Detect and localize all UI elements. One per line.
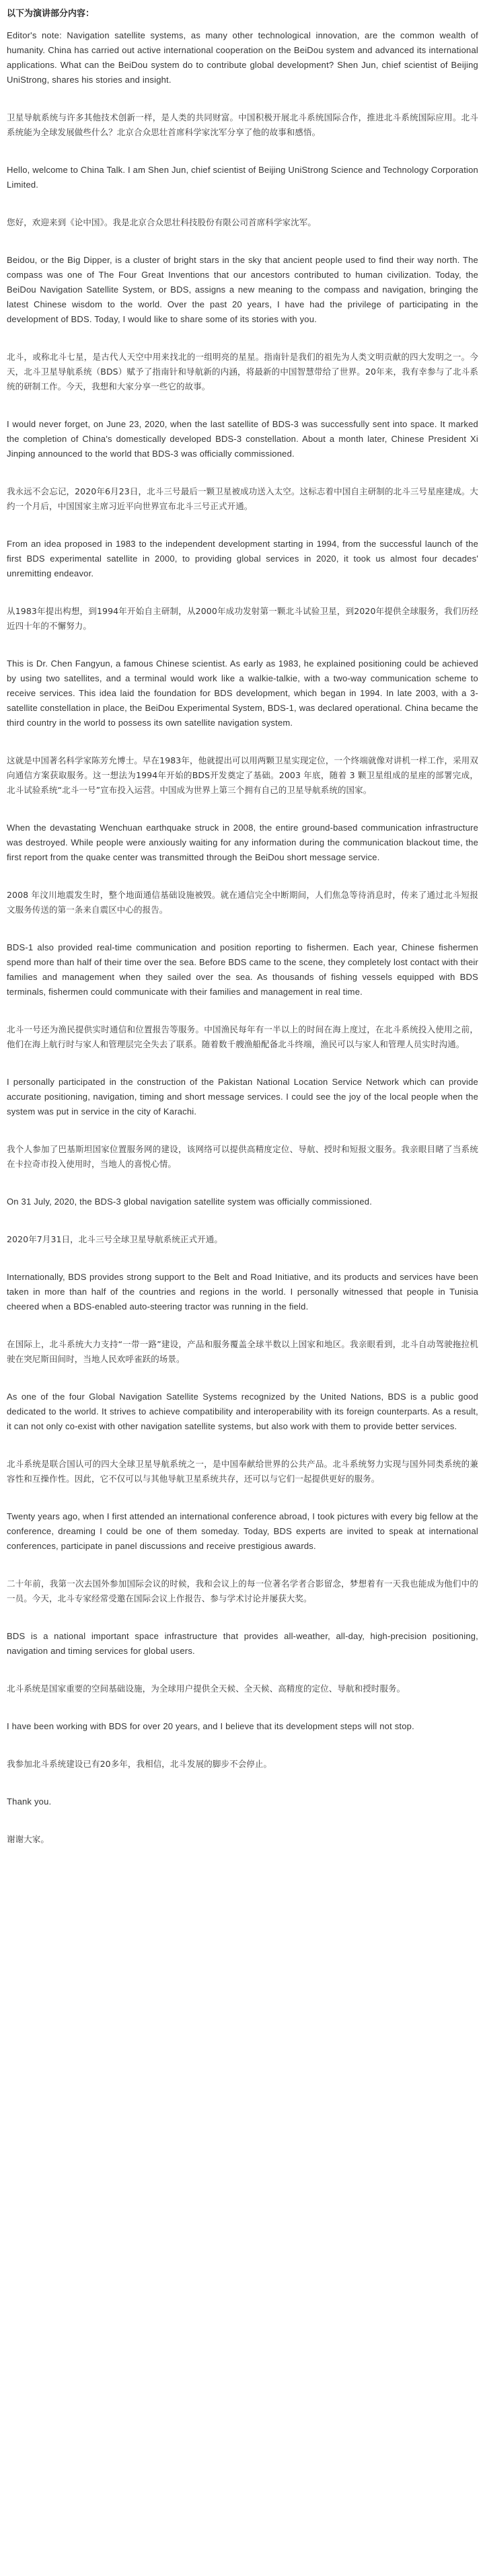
paragraph-chinese: 谢谢大家。 [7,1834,50,1844]
paragraph-chinese: 2008 年汶川地震发生时，整个地面通信基础设施被毁。就在通信完全中断期间，人们焦急等待消息时，传来了通过北斗短报文服务传送的第一条来自震区中心的报告。 [7,890,478,915]
paragraph-english: BDS-1 also provided real-time communication and position reporting to fishermen. Each year, Chinese fishermen spend more than half of their time over the sea. Before BDS came to the scene, they completely lost contact with their families and management when they sailed over the sea. As thousands of fishing vessels equipped with BDS terminals, fishermen could communicate with their families and management in real time. [7,942,478,997]
paragraph-chinese: 北斗，或称北斗七星，是古代人天空中用来找北的一组明亮的星星。指南针是我们的祖先为人类文明贡献的四大发明之一。今天，北斗卫星导航系统（BDS）赋予了指南针和导航新的内涵，将最新的中国智慧带给了世界。20年来，我有幸参与了北斗系统的研制工作。今天，我想和大家分享一些它的故事。 [7,352,478,391]
paragraph-chinese: 您好，欢迎来到《论中国》。我是北京合众思壮科技股份有限公司首席科学家沈军。 [7,217,316,227]
paragraph-chinese: 2020年7月31日，北斗三号全球卫星导航系统正式开通。 [7,1234,223,1244]
paragraph-english: Twenty years ago, when I first attended an international conference abroad, I took pictures with every big fellow at the conference, dreaming I could be one of them someday. Today, BDS experts are invited to speak at international conferences, participate in panel discussions and receive prestigious awards. [7,1511,478,1551]
paragraph-chinese: 从1983年提出构想，到1994年开始自主研制，从2000年成功发射第一颗北斗试验卫星，到2020年提供全球服务，我们历经近四十年的不懈努力。 [7,606,478,631]
paragraph-english: Beidou, or the Big Dipper, is a cluster of bright stars in the sky that ancient people used to find their way north. The compass was one of The Four Great Inventions that our ancestors contributed to human civilization. Today, the BeiDou Navigation Satellite System, or BDS, assigns a new meaning to the compass and navigation, bringing the latest Chinese wisdom to the world. Over the past 20 years, I have had the privilege of participating in the development of BDS. Today, I would like to share some of its stories with you. [7,255,478,324]
paragraph-chinese: 二十年前，我第一次去国外参加国际会议的时候，我和会议上的每一位著名学者合影留念，梦想着有一天我也能成为他们中的一员。今天，北斗专家经常受邀在国际会议上作报告、参与学术讨论并屡获大奖。 [7,1579,478,1603]
paragraph-chinese: 这就是中国著名科学家陈芳允博士。早在1983年，他就提出可以用两颗卫星实现定位，一个终端就像对讲机一样工作，采用双向通信方案获取服务。这一想法为1994年开始的BDS开发奠定了基础。2003 年底，随着 3 颗卫星组成的星座的部署完成，北斗试验系统“北斗一号”宣布投入运营。中国成为世界上第三个拥有自己的卫星导航系统的国家。 [7,755,478,795]
paragraph-chinese: 在国际上，北斗系统大力支持“一带一路”建设，产品和服务覆盖全球半数以上国家和地区。我亲眼看到，北斗自动驾驶拖拉机驶在突尼斯田间时，当地人民欢呼雀跃的场景。 [7,1339,478,1364]
section-heading: 以下为演讲部分内容： [7,8,95,18]
paragraph-english: On 31 July, 2020, the BDS-3 global navigation satellite system was officially commissioned. [7,1197,373,1207]
paragraph-chinese: 北斗一号还为渔民提供实时通信和位置报告等服务。中国渔民每年有一半以上的时间在海上度过，在北斗系统投入使用之前，他们在海上航行时与家人和管理层完全失去了联系。随着数千艘渔船配备北斗终端，渔民可以与家人和管理人员实时沟通。 [7,1024,478,1049]
paragraph-english: Internationally, BDS provides strong support to the Belt and Road Initiative, and its products and services have been taken in more than half of the countries and regions in the world. I personally witnessed that people in Tunisia cheered when a BDS-enabled auto-steering tractor was running in the field. [7,1272,478,1312]
paragraph-english: As one of the four Global Navigation Satellite Systems recognized by the United Nations, BDS is a public good dedicated to the world. It strives to achieve compatibility and interoperability with its foreign counterparts. As a result, it can not only co-exist with other navigation satellite systems, but also work with them to provide better services. [7,1392,478,1431]
paragraph-english: I would never forget, on June 23, 2020, when the last satellite of BDS-3 was successfully sent into space. It marked the completion of China's domestically developed BDS-3 constellation. About a month later, Chinese President Xi Jinping announced to the world that BDS-3 was officially commissioned. [7,419,478,459]
paragraph-english: Editor's note: Navigation satellite systems, as many other technological innovation, are the common wealth of humanity. China has carried out active international cooperation on the BeiDou system and advanced its international applications. What can the BeiDou system do to contribute global development? Shen Jun, chief scientist of Beijing UniStrong, shares his stories and insight. [7,30,478,85]
paragraph-chinese: 我参加北斗系统建设已有20多年，我相信，北斗发展的脚步不会停止。 [7,1759,272,1769]
paragraph-chinese: 北斗系统是联合国认可的四大全球卫星导航系统之一，是中国奉献给世界的公共产品。北斗系统努力实现与国外同类系统的兼容性和互操作性。因此，它不仅可以与其他导航卫星系统共存，还可以与它们一起提供更好的服务。 [7,1459,478,1484]
paragraph-english: I have been working with BDS for over 20 years, and I believe that its development steps will not stop. [7,1721,414,1731]
paragraph-english: This is Dr. Chen Fangyun, a famous Chinese scientist. As early as 1983, he explained positioning could be achieved by using two satellites, and a terminal would work like a walkie-talkie, with a two-way communication scheme to receive services. This idea laid the foundation for BDS development, which began in 1994. In late 2003, with a 3-satellite constellation in place, the BeiDou Experimental System, BDS-1, was declared operational. China became the third country in the world to possess its own satellite navigation system. [7,658,478,728]
paragraph-english: BDS is a national important space infrastructure that provides all-weather, all-day, high-precision positioning, navigation and timing services for global users. [7,1631,478,1656]
paragraph-english: Hello, welcome to China Talk. I am Shen Jun, chief scientist of Beijing UniStrong Science and Technology Corporation Limited. [7,165,478,190]
paragraph-chinese: 我永远不会忘记，2020年6月23日，北斗三号最后一颗卫星被成功送入太空。这标志着中国自主研制的北斗三号星座建成。大约一个月后，中国国家主席习近平向世界宣布北斗三号正式开通。 [7,486,478,511]
paragraph-english: I personally participated in the construction of the Pakistan National Location Service Network which can provide accurate positioning, navigation, timing and short message services. I could see the joy of the local people when the system was put in service in the city of Karachi. [7,1077,478,1116]
paragraph-chinese: 北斗系统是国家重要的空间基础设施，为全球用户提供全天候、全天候、高精度的定位、导航和授时服务。 [7,1683,406,1694]
paragraph-english: When the devastating Wenchuan earthquake struck in 2008, the entire ground-based communication infrastructure was destroyed. While people were anxiously waiting for any information during the communication blackout time, the first report from the quake center was transmitted through the BeiDou short message service. [7,823,478,862]
paragraph-chinese: 卫星导航系统与许多其他技术创新一样，是人类的共同财富。中国积极开展北斗系统国际合作，推进北斗系统国际应用。北斗系统能为全球发展做些什么？北京合众思壮首席科学家沈军分享了他的故事和感悟。 [7,112,478,137]
paragraph-list [7,28,478,1847]
paragraph-english: From an idea proposed in 1983 to the independent development starting in 1994, from the successful launch of the first BDS experimental satellite in 2000, to providing global services in 2020, it took us almost four decades' unremitting endeavor. [7,539,478,578]
paragraph-chinese: 我个人参加了巴基斯坦国家位置服务网的建设，该网络可以提供高精度定位、导航、授时和短报文服务。我亲眼目睹了当系统在卡拉奇市投入使用时，当地人的喜悦心情。 [7,1144,478,1169]
paragraph-english: Thank you. [7,1796,52,1807]
